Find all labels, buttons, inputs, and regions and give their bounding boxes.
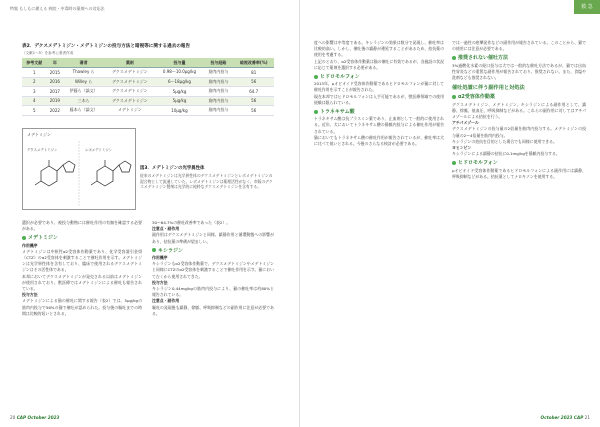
- right-compound-label: レボメデトミジン: [85, 148, 113, 152]
- section-heading-xylazine: キシラジン: [152, 248, 274, 254]
- table-cell: 2015: [47, 68, 64, 78]
- table-cell: 81: [233, 68, 274, 78]
- table-cell: デクスメデトミジン: [104, 68, 155, 78]
- table-row: [22, 106, 274, 116]
- table-cell: 56: [233, 96, 274, 106]
- table-cell: 2019: [47, 96, 64, 106]
- bullet-icon: [452, 161, 456, 165]
- paragraph: 度への影響は中等度である。キシラジンの効果は数分で発現し、催吐率は比較的高い。しかし、催吐後の鎮静が遷延することがあるため、拮抗薬の使用を考慮する。: [314, 40, 444, 58]
- subheading: ヨヒンビン: [452, 145, 472, 151]
- section-heading-alpha2: α2受容体作動薬: [452, 94, 586, 100]
- section-heading-medetomidine: メデトミジン: [22, 235, 142, 241]
- table-cell: 伊藤ら（論文）: [63, 87, 104, 97]
- folio-left: 20 CAP October 2023: [10, 415, 60, 420]
- left-column-1: [22, 220, 142, 317]
- paragraph: 3%過酸化水素の経口投与は犬では一般的な催吐方法であるが、猫では出血性胃炎などの重篤な副作用が報告されており、推奨されない。また、食塩や洗剤なども推奨されない。: [452, 62, 586, 81]
- table-cell: デクスメデトミジン: [104, 77, 155, 87]
- table-cell: 5: [22, 106, 47, 116]
- table-cell: 3: [22, 87, 47, 97]
- table-header-cell: 参考文献: [22, 58, 47, 68]
- table-cell: 4: [22, 96, 47, 106]
- table-header-cell: 投与経路: [203, 58, 233, 68]
- figure-caption-title: 図3．メデトミジンの光学異性体: [140, 166, 205, 171]
- subheading: 作用機序: [152, 255, 168, 261]
- molecule-right: [91, 160, 131, 186]
- paragraph: メデトミジンは中枢性α2受容体作動薬であり、化学受容器引金帯（CTZ）のα2受容体を刺激することで催吐作用を示す。メデトミジンは光学異性体を含有しており、臨床で使用されるデクスメデトミジンはその活性体である。: [22, 248, 142, 273]
- table-cell: 筋肉内投与: [203, 106, 233, 116]
- table-header-cell: 著者: [63, 58, 104, 68]
- paragraph: キシラジンによる鎮静の拮抗に0.1mg/kgを静脈内投与する。: [452, 151, 560, 157]
- table-cell: デクスメデトミジン: [104, 96, 155, 106]
- section-heading-not-recommended: 推奨されない催吐方法: [452, 55, 586, 61]
- table-cell: 5μg/kg: [156, 96, 204, 106]
- running-head: 特集 もしもに備える 病院・中毒時の薬剤への対応法: [10, 6, 105, 11]
- right-column-2: [452, 40, 586, 180]
- paragraph: キシラジン0.44mg/kgの筋肉内投与により、猫の催吐率は約80%と報告されている。: [152, 286, 274, 298]
- table-cell: 筋肉内投与: [203, 87, 233, 97]
- paragraph: トラネキサム酸は抗プラスミン薬であり、止血剤として一般的に使用される。近年、犬においてトラネキサム酸の静脈内投与による催吐作用が報告されている。: [314, 116, 444, 134]
- table-row: [22, 96, 274, 106]
- bullet-icon: [314, 110, 318, 114]
- table-row: [22, 87, 274, 97]
- table-cell: 10μg/kg: [156, 106, 204, 116]
- subheading: 注意点・副作用: [152, 298, 180, 304]
- paragraph: キシラジンもα2受容体作動薬で、デクスメデトミジンやメデトミジンと同様にCTZのα2受容体を刺激することで催吐作用を示す。猫において古くから使用されてきた。: [152, 261, 274, 279]
- table-header-row: [22, 58, 274, 68]
- table-cell: デクスメデトミジン: [104, 87, 155, 97]
- structure-diagram: [23, 129, 135, 209]
- left-compound-label: デクスメデトミジン: [27, 148, 58, 152]
- table-cell: 筋肉内投与: [203, 68, 233, 78]
- major-section-heading: 催吐処置に伴う副作用と対処法: [452, 85, 525, 92]
- table-body: [22, 68, 274, 116]
- table-cell: Thawley ら: [63, 68, 104, 78]
- bullet-icon: [152, 248, 156, 252]
- subheading: 注意点・副作用: [152, 226, 180, 232]
- intro-text: 選択が必要であり、被投与動物には催吐作用の有無を確認する必要がある。: [22, 220, 142, 232]
- paragraph: デクスメデトミジン、メデトミジン、キシラジンによる副作用として、鎮静、徐脈、低血圧、呼吸抑制などがある。これらの副作用に対してはアチパメゾールによる拮抗を行う。: [452, 101, 586, 120]
- bullet-icon: [452, 56, 456, 60]
- table-header-cell: 年: [47, 58, 64, 68]
- paragraph: 副作用はデクスメデトミジンと同様、鎮静作用と循環動態への影響があり、拮抗薬の準備が望ましい。: [152, 232, 274, 244]
- figure-medetomidine: [22, 128, 136, 210]
- table-header-cell: 暗視改善率(%): [233, 58, 274, 68]
- table-header-cell: 薬剤: [104, 58, 155, 68]
- right-page: [300, 0, 600, 427]
- table-cell: 2016: [47, 77, 64, 87]
- table-cell: 56: [233, 106, 274, 116]
- table-cell: 三木ら: [63, 96, 104, 106]
- table-header-cell: 投与量: [156, 58, 204, 68]
- section-heading-hydromorphone-2: ヒドロモルフォン: [452, 160, 586, 166]
- table-cell: 2: [22, 77, 47, 87]
- table-cell: 0.98〜10.0μg/kg: [156, 68, 204, 78]
- table-cell: Willey ら: [63, 77, 104, 87]
- table-row: [22, 77, 274, 87]
- paragraph: デクスメデトミジンの投与量の2倍量を筋肉内投与する。メデトミジンの投与量の2〜4倍量を筋肉内投与。: [452, 126, 586, 138]
- left-column-2: [152, 220, 274, 317]
- molecule-left: [35, 160, 75, 186]
- paragraph: μオピオイド受容体作動薬であるヒドロモルフォンによる副作用には鎮静、呼吸抑制などがある。拮抗薬としてナロキソンを使用する。: [452, 167, 586, 179]
- table-cell: 5μg/kg: [156, 87, 204, 97]
- paragraph: キシラジンの拮抗を目的とした場合でも同様に使用できる。: [452, 138, 557, 144]
- paragraph: 猫においてもトラネキサム酸の催吐作用が報告されているが、催吐率は犬に比べて低いとされる。今後のさらなる検討が必要である。: [314, 134, 444, 147]
- paragraph: 嘔吐の発現後も鎮静、徐脈、呼吸抑制などの副作用に注意が必要である。: [152, 304, 274, 316]
- right-column-1: [314, 40, 444, 147]
- paragraph: 2013年、μオピオイド受容体作動薬であるヒドロモルフォンが猫に対して催吐作用を示すことが報告された。: [314, 81, 444, 93]
- figure-label: メデトミジン: [27, 132, 51, 137]
- table-cell: 筋肉内投与: [203, 77, 233, 87]
- table-cell: 56: [233, 77, 274, 87]
- bullet-icon: [452, 95, 456, 99]
- table-cell: 1: [22, 68, 47, 78]
- bullet-icon: [314, 75, 318, 79]
- paragraph: 現在本邦ではヒドロモルフォンは入手可能であるが、獣医療領域での使用経験は限られている。: [314, 93, 444, 105]
- subheading: アチパメゾール: [452, 120, 479, 126]
- paragraph: メデトミジンによる猫の催吐に関する報告（表2）では、5μg/kgの筋肉内投与で56%の猫で催吐が認められた。投与後の嘔吐までの時間は比較的短いとされる。: [22, 298, 142, 316]
- subheading: 投与方法: [152, 279, 168, 285]
- figure-caption: 従来のメデトミジンは光学異性体のデクスメデトミジンとレボメデトミジンの混合物として流通していた。レボメデトミジンは薬理活性がなく、市販のデクスメデトミジン製剤は光学的に純粋なデクスメデトミジンを含有する。: [140, 173, 273, 189]
- paragraph: 上記のとおり、α2受容体作動薬は猫の催吐に有効であるが、各施設の状況に応じて薬剤を選択する必要がある。: [314, 58, 444, 70]
- table-cell: 6〜18μg/kg: [156, 77, 204, 87]
- folio-right: October 2023 CAP 21: [540, 415, 590, 420]
- table-cell: 64.7: [233, 87, 274, 97]
- dose-table: [22, 58, 274, 116]
- table-cell: メデトミジン: [104, 106, 155, 116]
- subheading: 投与方法: [22, 292, 38, 298]
- section-heading-hydromorphone: ヒドロモルフォン: [314, 74, 444, 80]
- section-heading-tranexamic: トラネキサム酸: [314, 109, 444, 115]
- table-cell: 2017: [47, 87, 64, 97]
- table-note: （文献1〜5）を参考に著者作成: [22, 51, 74, 55]
- bullet-icon: [22, 236, 26, 240]
- table-title: 表2．デクスメデトミジン・メデトミジンの投与方法と暗視等に関する過去の報告: [22, 44, 191, 49]
- table-cell: 筋肉内投与: [203, 96, 233, 106]
- subheading: 作用機序: [22, 242, 38, 248]
- section-tab: 救 急: [574, 0, 600, 14]
- paragraph: 30〜64.7%の催吐改善率であった（表2）。: [152, 220, 231, 225]
- table-row: [22, 68, 274, 78]
- paragraph: 本邦においてデクスメデトミジンが発売される以前はメデトミジンが使用されており、獣医療ではメデトミジンによる催吐も報告されている。: [22, 273, 142, 292]
- table-cell: 2022: [47, 106, 64, 116]
- paragraph: では一過性の痙攣発作などの副作用が報告されている。このことから、猫での使用には注意が必要である。: [452, 40, 586, 52]
- table-cell: 藤本ら（論文）: [63, 106, 104, 116]
